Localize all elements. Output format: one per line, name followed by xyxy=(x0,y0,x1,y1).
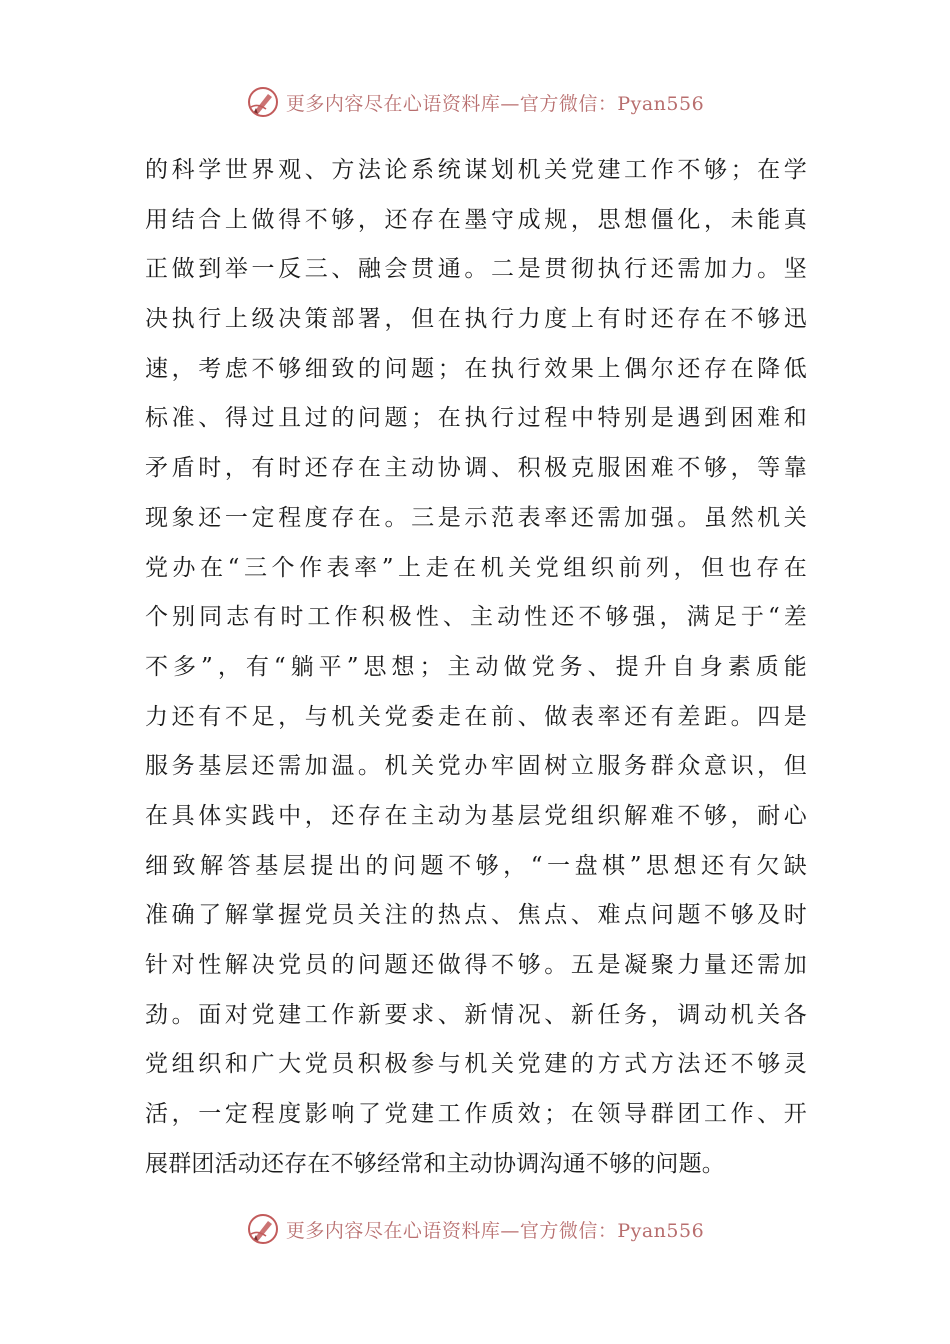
text-line: 的科学世界观、方法论系统谋划机关党建工作不够；在学 xyxy=(145,157,807,183)
text-line: 在具体实践中，还存在主动为基层党组织解难不够，耐心 xyxy=(145,802,807,829)
text-line: 决执行上级决策部署，但在执行力度上有时还存在不够迅 xyxy=(145,306,807,333)
text-line: 用结合上做得不够，还存在墨守成规，思想僵化，未能真 xyxy=(145,206,807,233)
header-banner-text: 更多内容尽在心语资料库—官方微信：Pyan556 xyxy=(285,92,705,115)
text-line: 准确了解掌握党员关注的热点、焦点、难点问题不够及时 xyxy=(145,902,807,929)
text-line: 现象还一定程度存在。三是示范表率还需加强。虽然机关 xyxy=(145,504,807,531)
pen-logo-icon xyxy=(246,85,280,119)
text-line: 活，一定程度影响了党建工作质效；在领导群团工作、开 xyxy=(145,1101,807,1128)
text-line: 展群团活动还存在不够经常和主动协调沟通不够的问题。 xyxy=(145,1150,725,1177)
text-line: 劲。面对党建工作新要求、新情况、新任务，调动机关各 xyxy=(145,1001,807,1028)
text-line: 服务基层还需加温。机关党办牢固树立服务群众意识，但 xyxy=(145,753,807,780)
header-banner xyxy=(0,82,950,122)
text-line: 力还有不足，与机关党委走在前、做表率还有差距。四是 xyxy=(145,703,807,730)
text-line: 针对性解决党员的问题还做得不够。五是凝聚力量还需加 xyxy=(145,952,807,978)
pen-logo-icon xyxy=(246,1212,280,1246)
text-line: 速，考虑不够细致的问题；在执行效果上偶尔还存在降低 xyxy=(145,355,807,382)
footer-banner xyxy=(0,1209,950,1249)
text-line: 矛盾时，有时还存在主动协调、积极克服困难不够，等靠 xyxy=(145,455,807,482)
text-line: 正做到举一反三、融会贯通。二是贯彻执行还需加力。坚 xyxy=(145,256,807,283)
text-line: 个别同志有时工作积极性、主动性还不够强，满足于“差 xyxy=(145,604,807,631)
text-line: 党组织和广大党员积极参与机关党建的方式方法还不够灵 xyxy=(145,1051,807,1078)
text-line: 标准、得过且过的问题；在执行过程中特别是遇到困难和 xyxy=(145,405,807,432)
text-line: 党办在“三个作表率”上走在机关党组织前列，但也存在 xyxy=(145,554,807,581)
document-body xyxy=(145,150,807,1193)
text-line: 细致解答基层提出的问题不够，“一盘棋”思想还有欠缺 xyxy=(145,852,807,879)
text-line: 不多”，有“躺平”思想；主动做党务、提升自身素质能 xyxy=(145,653,807,680)
footer-banner-text: 更多内容尽在心语资料库—官方微信：Pyan556 xyxy=(285,1219,705,1242)
